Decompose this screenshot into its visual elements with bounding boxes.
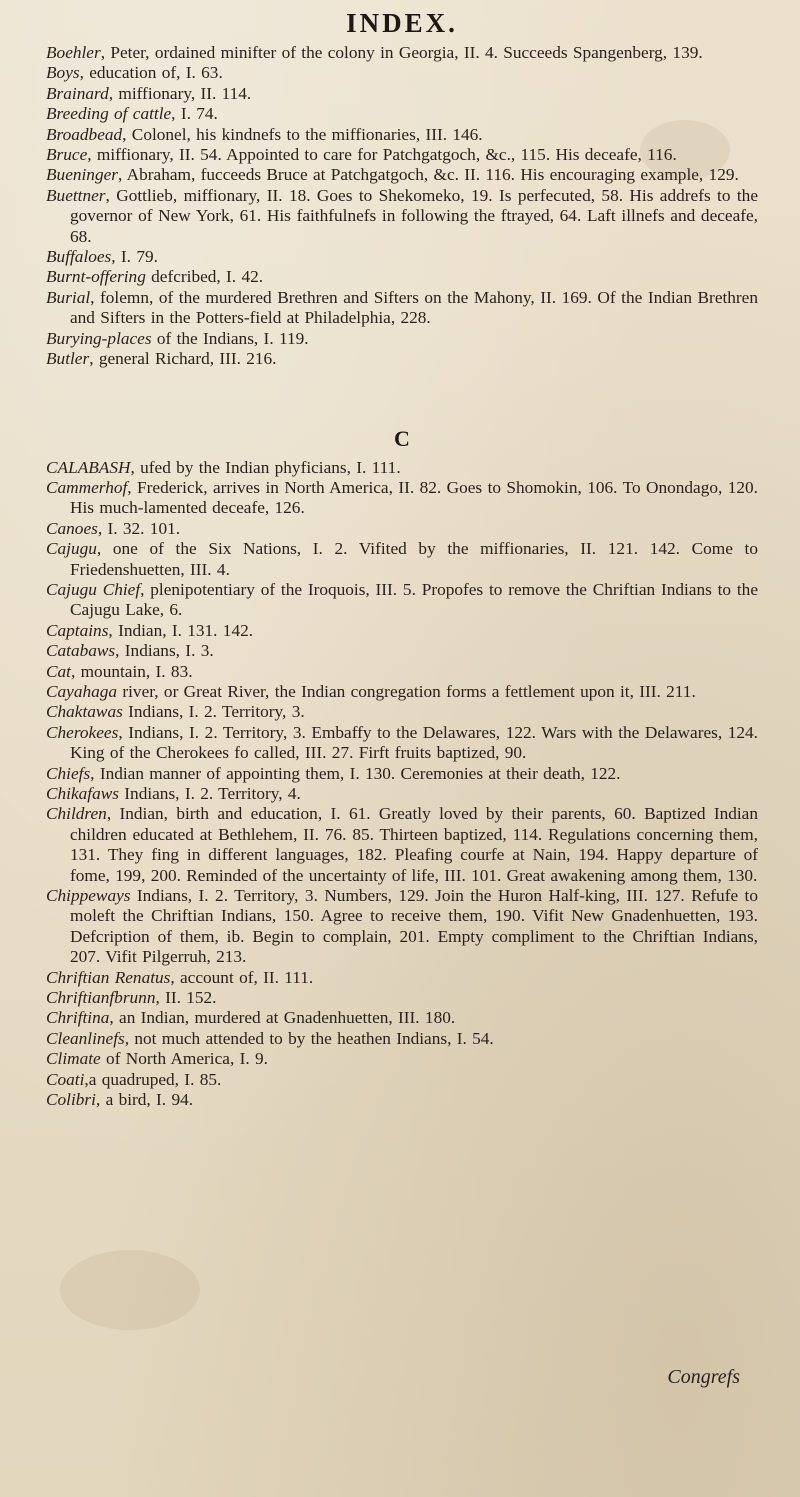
entry-text: , Indians, I. 3. xyxy=(115,641,214,661)
index-entry xyxy=(46,165,758,185)
index-entry xyxy=(46,43,758,63)
entry-text: , I. 74. xyxy=(171,104,218,124)
entry-headword: Bruce xyxy=(46,145,88,165)
index-body xyxy=(46,43,758,1111)
entry-text: , Colonel, his kindnefs to the miffionaries, III. 146. xyxy=(122,124,483,144)
entry-text: , not much attended to by the heathen Indians, I. 54. xyxy=(124,1028,494,1048)
entry-headword: Chriftian Renatus xyxy=(46,967,171,987)
entry-text: Indians, I. 2. Territory, 3. Numbers, 129. Join the Huron Half-king, III. 127. Refufe to moleft the Chriftian Indians, 150. Agree to receive them, 190. Vifit New Gnadenhuetten, 193. Defcription of them, ib. Begin to complain, 201. Empty compliment to the Chriftian Indians, 207. Vifit Pilgerruh, 213. xyxy=(70,886,758,967)
index-entry xyxy=(46,1070,758,1090)
index-entry xyxy=(46,1008,758,1028)
index-section xyxy=(46,43,758,370)
entry-headword: Brainard xyxy=(46,83,109,103)
entry-text: , I. 32. 101. xyxy=(97,518,181,538)
entry-text: , Frederick, arrives in North America, II. 82. Goes to Shomokin, 106. To Onondago, 120. His much-lamented deceafe, 126. xyxy=(70,477,758,518)
entry-headword: Bueninger xyxy=(46,165,118,185)
entry-headword: Cherokees xyxy=(46,722,119,742)
index-entry xyxy=(46,84,758,104)
index-entry xyxy=(46,186,758,247)
index-entry xyxy=(46,804,758,886)
index-entry xyxy=(46,539,758,580)
entry-text: of the Indians, I. 119. xyxy=(151,328,309,348)
entry-text: , miffionary, II. 54. Appointed to care for Patchgatgoch, &c., 115. His deceafe, 116. xyxy=(87,145,677,165)
index-entry xyxy=(46,1090,758,1110)
entry-text: , ufed by the Indian phyficians, I. 111. xyxy=(130,457,401,477)
index-entry xyxy=(46,702,758,722)
paper-stain xyxy=(60,1250,200,1330)
entry-headword: Cleanlinefs xyxy=(46,1028,125,1048)
entry-text: , an Indian, murdered at Gnadenhuetten, III. 180. xyxy=(109,1008,456,1028)
entry-headword: Chippeways xyxy=(46,886,131,906)
entry-headword: Cayahaga xyxy=(46,681,118,701)
entry-text: , education of, I. 63. xyxy=(79,63,223,83)
entry-text: , I. 79. xyxy=(111,247,158,267)
index-entry xyxy=(46,723,758,764)
entry-text: , Gottlieb, miffionary, II. 18. Goes to Shekomeko, 19. Is perfecuted, 58. His addrefs to the governor of New York, 61. His faithfulnefs in following the ftrayed, 64. Laft illnefs and deceafe, 68. xyxy=(70,185,758,246)
entry-headword: Canoes xyxy=(46,518,98,538)
entry-text: , mountain, I. 83. xyxy=(70,661,193,681)
entry-text: , one of the Six Nations, I. 2. Vifited by the miffionaries, II. 121. 142. Come to Friedenshuetten, III. 4. xyxy=(70,539,758,579)
index-entry xyxy=(46,104,758,124)
entry-text: , Indians, I. 2. Territory, 3. Embaffy to the Delawares, 122. Wars with the Delawares, 124. King of the Cherokees fo called, III. 27. Firft fruits baptized, 90. xyxy=(70,722,758,763)
index-entry xyxy=(46,349,758,369)
entry-text: of North America, I. 9. xyxy=(100,1049,268,1069)
entry-headword: Catabaws xyxy=(46,641,116,661)
entry-text: , II. 152. xyxy=(155,988,217,1008)
catchword: Congrefs xyxy=(667,1366,740,1388)
entry-headword: Cajugu xyxy=(46,539,97,559)
index-entry xyxy=(46,1049,758,1069)
index-entry xyxy=(46,478,758,519)
entry-text: , Peter, ordained minifter of the colony in Georgia, II. 4. Succeeds Spangenberg, 139. xyxy=(100,43,703,62)
section-letter: C xyxy=(394,425,410,451)
entry-headword: Cat xyxy=(46,661,71,681)
entry-headword: Cajugu Chief xyxy=(46,579,141,599)
entry-headword: Breeding of cattle xyxy=(46,104,172,124)
running-head: INDEX. xyxy=(346,8,458,38)
index-entry xyxy=(46,519,758,539)
index-entry xyxy=(46,784,758,804)
entry-headword: Chriftina xyxy=(46,1008,110,1028)
entry-text: , miffionary, II. 114. xyxy=(108,83,252,103)
entry-headword: Boys xyxy=(46,63,80,83)
entry-text: , plenipotentiary of the Iroquois, III. 5. Propofes to remove the Chriftian Indians to the Cajugu Lake, 6. xyxy=(70,579,758,620)
index-entry xyxy=(46,458,758,478)
entry-headword: Coati xyxy=(46,1069,85,1089)
index-entry xyxy=(46,641,758,661)
entry-headword: Captains xyxy=(46,620,109,640)
index-entry xyxy=(46,968,758,988)
entry-headword: CALABASH xyxy=(46,457,131,477)
index-entry xyxy=(46,580,758,621)
entry-headword: Boehler xyxy=(46,43,101,62)
entry-headword: Climate xyxy=(46,1049,101,1069)
index-entry xyxy=(46,621,758,641)
entry-text: defcribed, I. 42. xyxy=(145,267,264,287)
index-entry xyxy=(46,247,758,267)
entry-headword: Chriftianfbrunn xyxy=(46,988,156,1008)
entry-headword: Chaktawas xyxy=(46,702,123,722)
entry-text: ,a quadruped, I. 85. xyxy=(84,1069,222,1089)
index-entry xyxy=(46,886,758,968)
entry-headword: Buffaloes xyxy=(46,247,112,267)
index-entry xyxy=(46,125,758,145)
entry-text: , Abraham, fucceeds Bruce at Patchgatgoch, &c. II. 116. His encouraging example, 129. xyxy=(118,165,739,185)
entry-headword: Colibri xyxy=(46,1090,96,1110)
entry-text: , Indian manner of appointing them, I. 130. Ceremonies at their death, 122. xyxy=(90,763,621,783)
entry-headword: Burial xyxy=(46,287,91,307)
index-entry xyxy=(46,145,758,165)
index-entry xyxy=(46,1029,758,1049)
entry-text: , folemn, of the murdered Brethren and Sifters on the Mahony, II. 169. Of the Indian Brethren and Sifters in the Potters-field at Philadelphia, 228. xyxy=(70,287,758,328)
index-entry xyxy=(46,682,758,702)
entry-headword: Children xyxy=(46,804,107,824)
entry-text: , a bird, I. 94. xyxy=(95,1090,194,1110)
entry-headword: Chiefs xyxy=(46,763,91,783)
index-entry xyxy=(46,267,758,287)
entry-text: Indians, I. 2. Territory, 4. xyxy=(118,784,301,803)
entry-text: , general Richard, III. 216. xyxy=(89,349,277,369)
index-entry xyxy=(46,662,758,682)
entry-text: , Indian, birth and education, I. 61. Greatly loved by their parents, 60. Baptized Indian children educated at Bethlehem, II. 76. 85. Thirteen baptized, 114. Regulations concerning them, 131. They fing in different languages, 182. Pleafing courfe at Nain, 194. Happy departure of fome, 199, 200. Reminded of the uncertainty of life, III. 101. Great awakening among them, 130. xyxy=(70,804,758,885)
entry-text: , account of, II. 111. xyxy=(170,967,314,987)
entry-headword: Buettner xyxy=(46,185,106,205)
entry-headword: Burnt-offering xyxy=(46,267,146,287)
index-entry xyxy=(46,988,758,1008)
entry-headword: Butler xyxy=(46,349,90,369)
entry-headword: Chikafaws xyxy=(46,784,119,803)
index-entry xyxy=(46,288,758,329)
entry-text: , Indian, I. 131. 142. xyxy=(108,620,254,640)
entry-headword: Cammerhof xyxy=(46,477,128,497)
index-section xyxy=(46,426,758,1111)
entry-headword: Broadbead xyxy=(46,124,123,144)
entry-headword: Burying-places xyxy=(46,328,152,348)
entry-text: Indians, I. 2. Territory, 3. xyxy=(122,702,305,722)
index-entry xyxy=(46,764,758,784)
index-entry xyxy=(46,63,758,83)
entry-text: river, or Great River, the Indian congregation forms a fettlement upon it, III. 211. xyxy=(117,681,696,701)
index-entry xyxy=(46,329,758,349)
